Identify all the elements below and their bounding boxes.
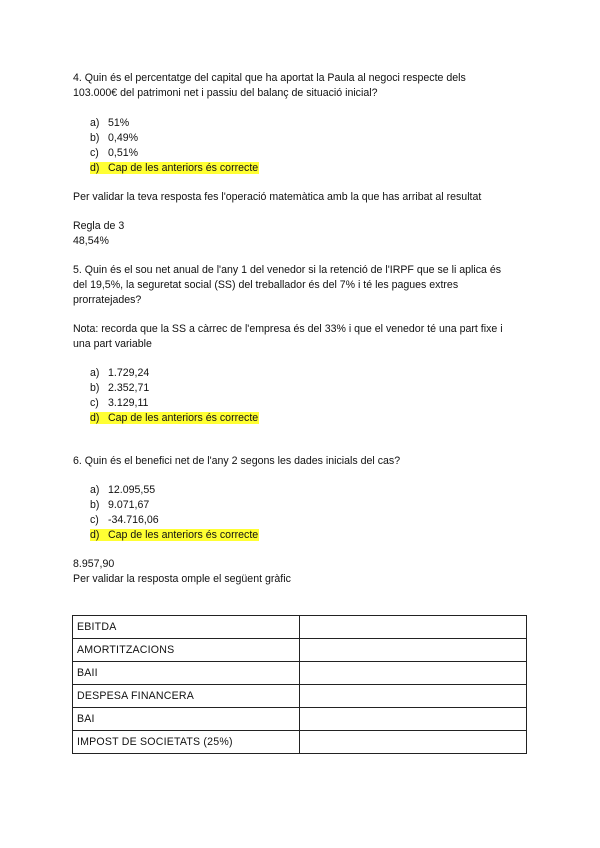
option-text: 0,49% [108, 132, 139, 144]
row-value-cell[interactable] [300, 731, 527, 754]
option-letter: d) [90, 162, 100, 174]
option-letter: a) [90, 367, 100, 379]
option-text: Cap de les anteriors és correcte [108, 162, 259, 174]
q4-answer-line1: Regla de 3 [73, 220, 125, 232]
q5-question-line2: del 19,5%, la seguretat social (SS) del treballador és del 7% i té les pagues extres [73, 279, 459, 291]
income-statement-table [72, 615, 527, 754]
option-letter: c) [90, 147, 99, 159]
highlighted-answer [90, 162, 259, 174]
option-letter: a) [90, 484, 100, 496]
option-text: 51% [108, 117, 130, 129]
q4-question-line2: 103.000€ del patrimoni net i passiu del balanç de situació inicial? [73, 87, 378, 99]
row-value-cell[interactable] [300, 662, 527, 685]
option-letter: b) [90, 132, 100, 144]
q5-question-line1: 5. Quin és el sou net anual de l'any 1 del venedor si la retenció de l'IRPF que se li aplica és [73, 264, 502, 276]
option-letter: c) [90, 397, 99, 409]
row-value-cell[interactable] [300, 708, 527, 731]
row-label: AMORTITZACIONS [73, 639, 300, 662]
q6-option-c [90, 513, 159, 528]
q4-answer-line2: 48,54% [73, 235, 109, 247]
option-text: 0,51% [108, 147, 139, 159]
row-label: DESPESA FINANCERA [73, 685, 300, 708]
q4-option-b [90, 131, 138, 146]
option-text: 3.129,11 [108, 397, 149, 409]
option-text: 1.729,24 [108, 367, 150, 379]
q5-note-line2: una part variable [73, 338, 152, 350]
table-row [73, 639, 527, 662]
q4-validate-instruction: Per validar la teva resposta fes l'operació matemàtica amb la que has arribat al resultat [73, 191, 482, 203]
q4-question-line1: 4. Quin és el percentatge del capital que ha aportat la Paula al negoci respecte dels [73, 72, 466, 84]
table-row [73, 731, 527, 754]
q6-option-a [90, 483, 155, 498]
row-label: EBITDA [73, 616, 300, 639]
row-label: BAII [73, 662, 300, 685]
highlighted-answer [90, 529, 259, 541]
q4-option-c [90, 146, 138, 161]
q5-option-a [90, 366, 149, 381]
option-text: 12.095,55 [108, 484, 156, 496]
q6-answer: 8.957,90 [73, 558, 115, 570]
option-letter: b) [90, 382, 100, 394]
option-letter: d) [90, 529, 100, 541]
option-letter: d) [90, 412, 100, 424]
q4-option-d [90, 161, 259, 176]
q4-option-a [90, 116, 129, 131]
table-row [73, 685, 527, 708]
option-text: 9.071,67 [108, 499, 150, 511]
q6-instruction: Per validar la resposta omple el següent gràfic [73, 573, 291, 585]
highlighted-answer [90, 412, 259, 424]
q6-option-b [90, 498, 149, 513]
q6-question: 6. Quin és el benefici net de l'any 2 segons les dades inicials del cas? [73, 455, 401, 467]
q5-note-line1: Nota: recorda que la SS a càrrec de l'empresa és del 33% i que el venedor té una part fixe i [73, 323, 503, 335]
option-text: 2.352,71 [108, 382, 150, 394]
q6-option-d [90, 528, 259, 543]
row-label: BAI [73, 708, 300, 731]
table-row [73, 662, 527, 685]
table-row [73, 616, 527, 639]
option-text: -34.716,06 [108, 514, 159, 526]
q5-question-line3: prorratejades? [73, 294, 142, 306]
q5-option-b [90, 381, 149, 396]
q5-option-c [90, 396, 148, 411]
row-value-cell[interactable] [300, 685, 527, 708]
option-letter: b) [90, 499, 100, 511]
row-value-cell[interactable] [300, 616, 527, 639]
table-row [73, 708, 527, 731]
option-text: Cap de les anteriors és correcte [108, 529, 259, 541]
option-letter: a) [90, 117, 100, 129]
option-letter: c) [90, 514, 99, 526]
option-text: Cap de les anteriors és correcte [108, 412, 259, 424]
row-label: IMPOST DE SOCIETATS (25%) [73, 731, 300, 754]
row-value-cell[interactable] [300, 639, 527, 662]
q5-option-d [90, 411, 259, 426]
